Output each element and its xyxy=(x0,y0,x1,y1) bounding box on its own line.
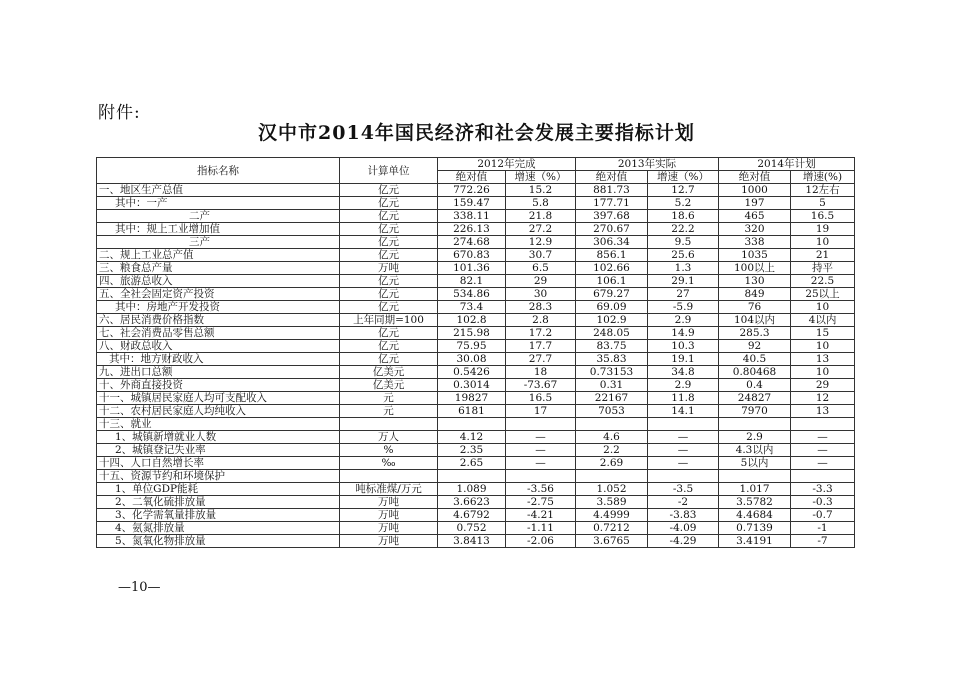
growth-2014-cell: -1 xyxy=(791,522,855,535)
value-2013-cell: 102.66 xyxy=(576,262,648,275)
unit-cell: 吨标准煤/万元 xyxy=(340,483,438,496)
value-2013-cell: 4.4999 xyxy=(576,509,648,522)
growth-2012-cell: -2.06 xyxy=(506,535,576,548)
growth-2013-cell: 14.9 xyxy=(648,327,719,340)
page-number: —10— xyxy=(118,580,161,595)
value-2014-cell: 0.80468 xyxy=(719,366,791,379)
growth-2012-cell: 2.8 xyxy=(506,314,576,327)
value-2012-cell xyxy=(438,418,506,431)
header-growth-2012: 增速（%） xyxy=(506,171,576,184)
growth-2014-cell: 5 xyxy=(791,197,855,210)
indicator-name-cell: 八、财政总收入 xyxy=(97,340,340,353)
value-2013-cell: 4.6 xyxy=(576,431,648,444)
value-2013-cell: 69.09 xyxy=(576,301,648,314)
unit-cell: 亿元 xyxy=(340,197,438,210)
table-row xyxy=(97,223,855,236)
unit-cell: % xyxy=(340,444,438,457)
value-2014-cell: 130 xyxy=(719,275,791,288)
growth-2014-cell: — xyxy=(791,444,855,457)
growth-2014-cell: 4以内 xyxy=(791,314,855,327)
value-2012-cell: 2.65 xyxy=(438,457,506,470)
value-2014-cell: 1.017 xyxy=(719,483,791,496)
value-2014-cell: 320 xyxy=(719,223,791,236)
growth-2014-cell: — xyxy=(791,431,855,444)
indicator-name-cell: 十、外商直接投资 xyxy=(97,379,340,392)
growth-2012-cell: — xyxy=(506,457,576,470)
indicator-name-cell: 十四、人口自然增长率 xyxy=(97,457,340,470)
table-row xyxy=(97,301,855,314)
table-row xyxy=(97,249,855,262)
growth-2013-cell: 34.8 xyxy=(648,366,719,379)
header-2013: 2013年实际 xyxy=(576,158,719,171)
value-2012-cell: 19827 xyxy=(438,392,506,405)
value-2014-cell: 0.7139 xyxy=(719,522,791,535)
growth-2014-cell: 15 xyxy=(791,327,855,340)
growth-2013-cell: 11.8 xyxy=(648,392,719,405)
value-2013-cell: 106.1 xyxy=(576,275,648,288)
indicator-name-cell: 其中：房地产开发投资 xyxy=(97,301,340,314)
indicator-name-cell: 5、氮氧化物排放量 xyxy=(97,535,340,548)
growth-2014-cell: 19 xyxy=(791,223,855,236)
value-2013-cell: 679.27 xyxy=(576,288,648,301)
value-2012-cell: 0.3014 xyxy=(438,379,506,392)
table-row xyxy=(97,522,855,535)
unit-cell: 万吨 xyxy=(340,496,438,509)
value-2012-cell: 4.12 xyxy=(438,431,506,444)
value-2014-cell: 3.5782 xyxy=(719,496,791,509)
growth-2013-cell: 10.3 xyxy=(648,340,719,353)
table-row xyxy=(97,262,855,275)
value-2014-cell: 104以内 xyxy=(719,314,791,327)
indicator-name-cell: 十一、城镇居民家庭人均可支配收入 xyxy=(97,392,340,405)
header-abs-2014: 绝对值 xyxy=(719,171,791,184)
growth-2012-cell: -4.21 xyxy=(506,509,576,522)
growth-2012-cell: — xyxy=(506,444,576,457)
growth-2013-cell: 5.2 xyxy=(648,197,719,210)
header-unit: 计算单位 xyxy=(340,158,438,184)
growth-2014-cell: 12左右 xyxy=(791,184,855,197)
growth-2014-cell: 12 xyxy=(791,392,855,405)
value-2014-cell xyxy=(719,470,791,483)
value-2012-cell: 75.95 xyxy=(438,340,506,353)
growth-2013-cell: -3.83 xyxy=(648,509,719,522)
value-2013-cell: 270.67 xyxy=(576,223,648,236)
unit-cell: 亿元 xyxy=(340,288,438,301)
value-2013-cell: 1.052 xyxy=(576,483,648,496)
indicator-name-cell: 十三、就业 xyxy=(97,418,340,431)
unit-cell: 亿元 xyxy=(340,184,438,197)
unit-cell: 万吨 xyxy=(340,509,438,522)
header-abs-2012: 绝对值 xyxy=(438,171,506,184)
value-2012-cell xyxy=(438,470,506,483)
growth-2014-cell: 10 xyxy=(791,301,855,314)
growth-2013-cell xyxy=(648,418,719,431)
growth-2013-cell: -2 xyxy=(648,496,719,509)
growth-2012-cell: 17.2 xyxy=(506,327,576,340)
value-2012-cell: 772.26 xyxy=(438,184,506,197)
value-2013-cell: 881.73 xyxy=(576,184,648,197)
value-2013-cell: 3.6765 xyxy=(576,535,648,548)
value-2012-cell: 3.8413 xyxy=(438,535,506,548)
header-2014: 2014年计划 xyxy=(719,158,855,171)
table-row xyxy=(97,210,855,223)
indicator-name-cell: 十二、农村居民家庭人均纯收入 xyxy=(97,405,340,418)
value-2013-cell: 856.1 xyxy=(576,249,648,262)
growth-2012-cell: 16.5 xyxy=(506,392,576,405)
value-2012-cell: 1.089 xyxy=(438,483,506,496)
growth-2012-cell: 6.5 xyxy=(506,262,576,275)
value-2013-cell: 397.68 xyxy=(576,210,648,223)
value-2014-cell: 1000 xyxy=(719,184,791,197)
table-row xyxy=(97,496,855,509)
growth-2012-cell: -2.75 xyxy=(506,496,576,509)
value-2014-cell: 0.4 xyxy=(719,379,791,392)
indicator-name-cell: 1、城镇新增就业人数 xyxy=(97,431,340,444)
value-2012-cell: 30.08 xyxy=(438,353,506,366)
growth-2013-cell xyxy=(648,470,719,483)
growth-2013-cell: 27 xyxy=(648,288,719,301)
indicator-table-wrap xyxy=(96,157,855,548)
value-2012-cell: 670.83 xyxy=(438,249,506,262)
value-2012-cell: 2.35 xyxy=(438,444,506,457)
table-row xyxy=(97,340,855,353)
value-2012-cell: 274.68 xyxy=(438,236,506,249)
table-row xyxy=(97,366,855,379)
unit-cell: 万吨 xyxy=(340,535,438,548)
table-row xyxy=(97,431,855,444)
value-2014-cell: 465 xyxy=(719,210,791,223)
value-2014-cell: 100以上 xyxy=(719,262,791,275)
table-row xyxy=(97,353,855,366)
value-2013-cell xyxy=(576,418,648,431)
growth-2013-cell: 14.1 xyxy=(648,405,719,418)
growth-2012-cell: 5.8 xyxy=(506,197,576,210)
unit-cell: ‰ xyxy=(340,457,438,470)
value-2014-cell: 2.9 xyxy=(719,431,791,444)
growth-2012-cell: 29 xyxy=(506,275,576,288)
header-growth-2013: 增速（%） xyxy=(648,171,719,184)
header-indicator-name: 指标名称 xyxy=(97,158,340,184)
growth-2014-cell: -3.3 xyxy=(791,483,855,496)
growth-2013-cell: 22.2 xyxy=(648,223,719,236)
value-2013-cell: 0.31 xyxy=(576,379,648,392)
unit-cell: 元 xyxy=(340,392,438,405)
growth-2013-cell: -4.29 xyxy=(648,535,719,548)
growth-2014-cell: -7 xyxy=(791,535,855,548)
value-2012-cell: 3.6623 xyxy=(438,496,506,509)
value-2014-cell: 197 xyxy=(719,197,791,210)
value-2012-cell: 101.36 xyxy=(438,262,506,275)
growth-2014-cell: -0.3 xyxy=(791,496,855,509)
growth-2012-cell xyxy=(506,418,576,431)
indicator-name-cell: 二产 xyxy=(97,210,340,223)
growth-2013-cell: -3.5 xyxy=(648,483,719,496)
table-row xyxy=(97,314,855,327)
value-2013-cell: 0.73153 xyxy=(576,366,648,379)
growth-2014-cell: 10 xyxy=(791,366,855,379)
value-2012-cell: 4.6792 xyxy=(438,509,506,522)
value-2013-cell: 102.9 xyxy=(576,314,648,327)
growth-2012-cell xyxy=(506,470,576,483)
indicator-name-cell: 七、社会消费品零售总额 xyxy=(97,327,340,340)
indicator-name-cell: 2、城镇登记失业率 xyxy=(97,444,340,457)
value-2012-cell: 0.5426 xyxy=(438,366,506,379)
value-2014-cell: 3.4191 xyxy=(719,535,791,548)
value-2014-cell: 4.3以内 xyxy=(719,444,791,457)
value-2012-cell: 73.4 xyxy=(438,301,506,314)
growth-2012-cell: 21.8 xyxy=(506,210,576,223)
value-2013-cell: 2.69 xyxy=(576,457,648,470)
growth-2012-cell: 27.7 xyxy=(506,353,576,366)
indicator-name-cell: 一、地区生产总值 xyxy=(97,184,340,197)
table-row xyxy=(97,483,855,496)
growth-2014-cell: 29 xyxy=(791,379,855,392)
table-row xyxy=(97,197,855,210)
growth-2013-cell: -5.9 xyxy=(648,301,719,314)
indicator-name-cell: 1、单位GDP能耗 xyxy=(97,483,340,496)
growth-2013-cell: 2.9 xyxy=(648,314,719,327)
growth-2012-cell: 18 xyxy=(506,366,576,379)
unit-cell xyxy=(340,470,438,483)
growth-2012-cell: 30 xyxy=(506,288,576,301)
growth-2013-cell: -4.09 xyxy=(648,522,719,535)
indicator-name-cell: 十五、资源节约和环境保护 xyxy=(97,470,340,483)
growth-2013-cell: 19.1 xyxy=(648,353,719,366)
unit-cell: 亿元 xyxy=(340,353,438,366)
unit-cell: 亿元 xyxy=(340,327,438,340)
growth-2014-cell: 21 xyxy=(791,249,855,262)
growth-2012-cell: 28.3 xyxy=(506,301,576,314)
table-row xyxy=(97,444,855,457)
value-2013-cell: 0.7212 xyxy=(576,522,648,535)
indicator-name-cell: 其中：地方财政收入 xyxy=(97,353,340,366)
table-row xyxy=(97,457,855,470)
growth-2014-cell xyxy=(791,418,855,431)
growth-2013-cell: 29.1 xyxy=(648,275,719,288)
value-2013-cell: 7053 xyxy=(576,405,648,418)
value-2014-cell: 849 xyxy=(719,288,791,301)
table-row xyxy=(97,327,855,340)
indicator-name-cell: 九、进出口总额 xyxy=(97,366,340,379)
growth-2014-cell: 13 xyxy=(791,353,855,366)
unit-cell: 亿元 xyxy=(340,223,438,236)
growth-2014-cell: 16.5 xyxy=(791,210,855,223)
growth-2014-cell: 13 xyxy=(791,405,855,418)
value-2013-cell: 35.83 xyxy=(576,353,648,366)
value-2014-cell: 24827 xyxy=(719,392,791,405)
value-2012-cell: 215.98 xyxy=(438,327,506,340)
value-2014-cell xyxy=(719,418,791,431)
unit-cell: 亿元 xyxy=(340,340,438,353)
growth-2012-cell: — xyxy=(506,431,576,444)
growth-2012-cell: 17.7 xyxy=(506,340,576,353)
growth-2014-cell: — xyxy=(791,457,855,470)
growth-2013-cell: 1.3 xyxy=(648,262,719,275)
table-row xyxy=(97,236,855,249)
indicator-name-cell: 其中：一产 xyxy=(97,197,340,210)
unit-cell: 亿元 xyxy=(340,301,438,314)
value-2013-cell: 3.589 xyxy=(576,496,648,509)
growth-2014-cell: 10 xyxy=(791,236,855,249)
growth-2012-cell: -73.67 xyxy=(506,379,576,392)
unit-cell: 亿元 xyxy=(340,249,438,262)
growth-2012-cell: 30.7 xyxy=(506,249,576,262)
indicator-name-cell: 四、旅游总收入 xyxy=(97,275,340,288)
unit-cell: 万吨 xyxy=(340,522,438,535)
header-2012: 2012年完成 xyxy=(438,158,576,171)
table-row xyxy=(97,275,855,288)
value-2012-cell: 534.86 xyxy=(438,288,506,301)
table-row xyxy=(97,535,855,548)
value-2012-cell: 0.752 xyxy=(438,522,506,535)
growth-2014-cell: 22.5 xyxy=(791,275,855,288)
value-2013-cell: 177.71 xyxy=(576,197,648,210)
header-abs-2013: 绝对值 xyxy=(576,171,648,184)
growth-2012-cell: 27.2 xyxy=(506,223,576,236)
growth-2014-cell: 25以上 xyxy=(791,288,855,301)
value-2014-cell: 1035 xyxy=(719,249,791,262)
value-2013-cell: 2.2 xyxy=(576,444,648,457)
value-2014-cell: 76 xyxy=(719,301,791,314)
value-2012-cell: 226.13 xyxy=(438,223,506,236)
value-2014-cell: 338 xyxy=(719,236,791,249)
growth-2012-cell: -3.56 xyxy=(506,483,576,496)
growth-2013-cell: 18.6 xyxy=(648,210,719,223)
growth-2012-cell: -1.11 xyxy=(506,522,576,535)
indicator-name-cell: 六、居民消费价格指数 xyxy=(97,314,340,327)
table-row xyxy=(97,418,855,431)
growth-2014-cell xyxy=(791,470,855,483)
growth-2012-cell: 17 xyxy=(506,405,576,418)
value-2014-cell: 285.3 xyxy=(719,327,791,340)
unit-cell: 亿元 xyxy=(340,275,438,288)
growth-2014-cell: 持平 xyxy=(791,262,855,275)
indicator-table xyxy=(96,157,855,548)
unit-cell: 元 xyxy=(340,405,438,418)
value-2012-cell: 102.8 xyxy=(438,314,506,327)
value-2013-cell: 83.75 xyxy=(576,340,648,353)
unit-cell: 万人 xyxy=(340,431,438,444)
value-2013-cell: 248.05 xyxy=(576,327,648,340)
growth-2013-cell: — xyxy=(648,457,719,470)
value-2014-cell: 4.4684 xyxy=(719,509,791,522)
growth-2013-cell: — xyxy=(648,431,719,444)
table-row xyxy=(97,509,855,522)
unit-cell xyxy=(340,418,438,431)
indicator-name-cell: 二、规上工业总产值 xyxy=(97,249,340,262)
page-title: 汉中市2014年国民经济和社会发展主要指标计划 xyxy=(258,122,695,144)
header-growth-2014: 增速(%) xyxy=(791,171,855,184)
growth-2013-cell: 12.7 xyxy=(648,184,719,197)
attachment-label: 附件: xyxy=(98,103,141,123)
table-row xyxy=(97,392,855,405)
growth-2014-cell: 10 xyxy=(791,340,855,353)
value-2012-cell: 6181 xyxy=(438,405,506,418)
indicator-table-body xyxy=(97,184,855,548)
value-2013-cell: 22167 xyxy=(576,392,648,405)
indicator-name-cell: 五、全社会固定资产投资 xyxy=(97,288,340,301)
table-row xyxy=(97,288,855,301)
unit-cell: 亿元 xyxy=(340,210,438,223)
unit-cell: 万吨 xyxy=(340,262,438,275)
indicator-name-cell: 三产 xyxy=(97,236,340,249)
growth-2013-cell: — xyxy=(648,444,719,457)
table-row xyxy=(97,405,855,418)
growth-2013-cell: 25.6 xyxy=(648,249,719,262)
indicator-name-cell: 3、化学需氧量排放量 xyxy=(97,509,340,522)
growth-2013-cell: 2.9 xyxy=(648,379,719,392)
value-2014-cell: 92 xyxy=(719,340,791,353)
value-2014-cell: 40.5 xyxy=(719,353,791,366)
indicator-name-cell: 其中：规上工业增加值 xyxy=(97,223,340,236)
indicator-name-cell: 4、氨氮排放量 xyxy=(97,522,340,535)
value-2012-cell: 159.47 xyxy=(438,197,506,210)
unit-cell: 上年同期=100 xyxy=(340,314,438,327)
value-2013-cell xyxy=(576,470,648,483)
growth-2014-cell: -0.7 xyxy=(791,509,855,522)
value-2013-cell: 306.34 xyxy=(576,236,648,249)
unit-cell: 亿美元 xyxy=(340,366,438,379)
unit-cell: 亿元 xyxy=(340,236,438,249)
value-2012-cell: 82.1 xyxy=(438,275,506,288)
value-2014-cell: 7970 xyxy=(719,405,791,418)
growth-2012-cell: 15.2 xyxy=(506,184,576,197)
value-2012-cell: 338.11 xyxy=(438,210,506,223)
table-row xyxy=(97,379,855,392)
unit-cell: 亿美元 xyxy=(340,379,438,392)
table-row xyxy=(97,184,855,197)
indicator-name-cell: 2、二氧化硫排放量 xyxy=(97,496,340,509)
indicator-name-cell: 三、粮食总产量 xyxy=(97,262,340,275)
growth-2012-cell: 12.9 xyxy=(506,236,576,249)
growth-2013-cell: 9.5 xyxy=(648,236,719,249)
value-2014-cell: 5以内 xyxy=(719,457,791,470)
table-row xyxy=(97,470,855,483)
